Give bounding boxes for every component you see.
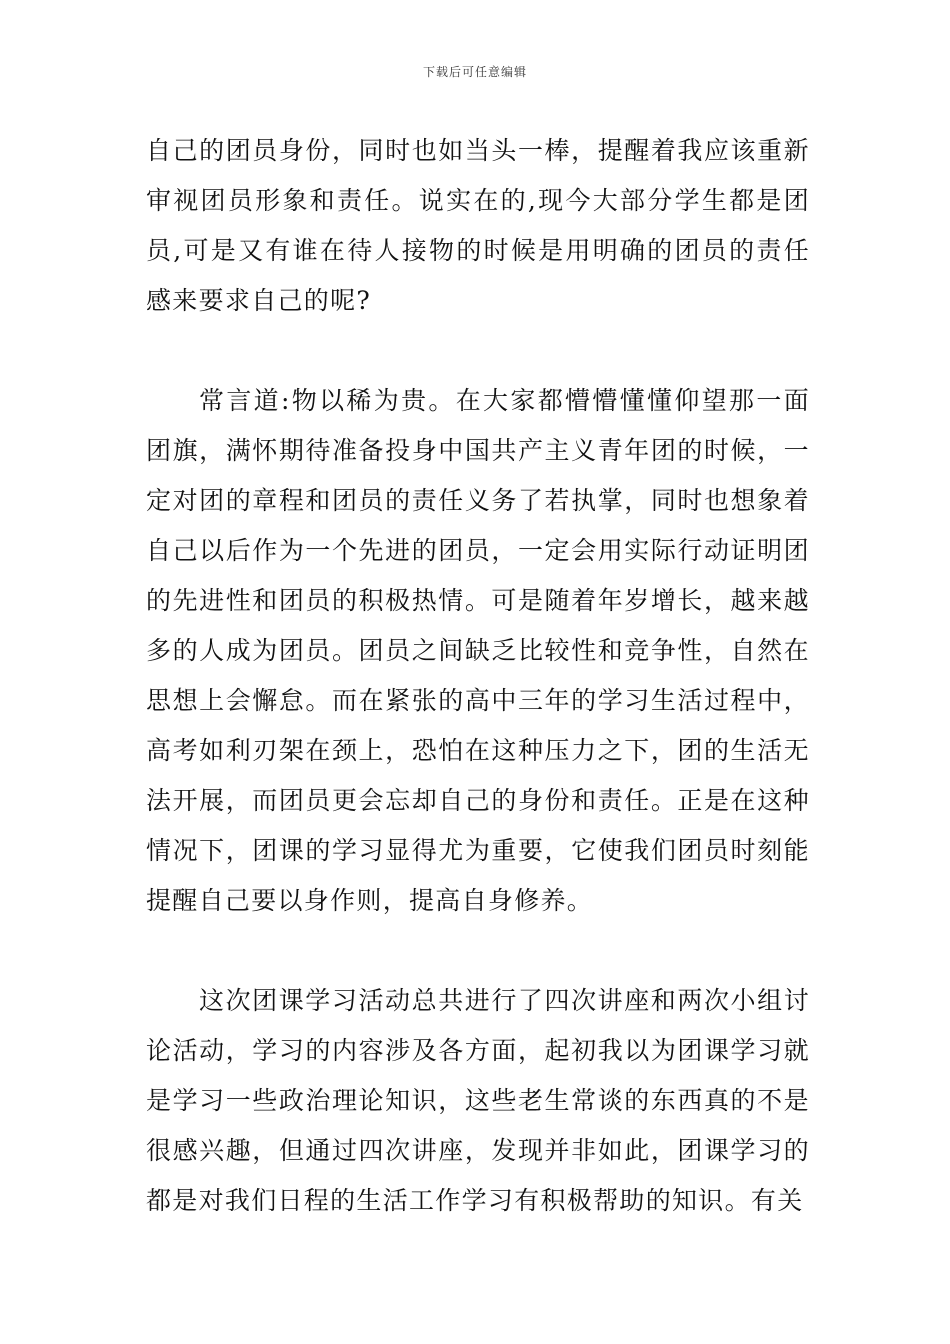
paragraph-gap bbox=[146, 926, 810, 976]
paragraph-gap bbox=[146, 326, 810, 376]
document-body bbox=[146, 126, 810, 1226]
page-header: 下载后可任意编辑 bbox=[422, 65, 527, 79]
paragraph-3: 这次团课学习活动总共进行了四次讲座和两次小组讨论活动，学习的内容涉及各方面，起初我以为团课学习就是学习一些政治理论知识，这些老生常谈的东西真的不是很感兴趣，但通过四次讲座，发现并非如此，团课学习的都是对我们日程的生活工作学习有积极帮助的知识。有关 bbox=[146, 986, 810, 1215]
paragraph-1: 自己的团员身份，同时也如当头一棒，提醒着我应该重新审视团员形象和责任。说实在的,现今大部分学生都是团员,可是又有谁在待人接物的时候是用明确的团员的责任感来要求自己的呢? bbox=[146, 136, 810, 315]
paragraph-2: 常言道:物以稀为贵。在大家都懵懵懂懂仰望那一面团旗，满怀期待准备投身中国共产主义青年团的时候，一定对团的章程和团员的责任义务了若执掌，同时也想象着自己以后作为一个先进的团员，一定会用实际行动证明团的先进性和团员的积极热情。可是随着年岁增长，越来越多的人成为团员。团员之间缺乏比较性和竞争性，自然在思想上会懈怠。而在紧张的高中三年的学习生活过程中，高考如利刃架在颈上，恐怕在这种压力之下，团的生活无法开展，而团员更会忘却自己的身份和责任。正是在这种情况下，团课的学习显得尤为重要，它使我们团员时刻能提醒自己要以身作则，提高自身修养。 bbox=[146, 386, 810, 915]
